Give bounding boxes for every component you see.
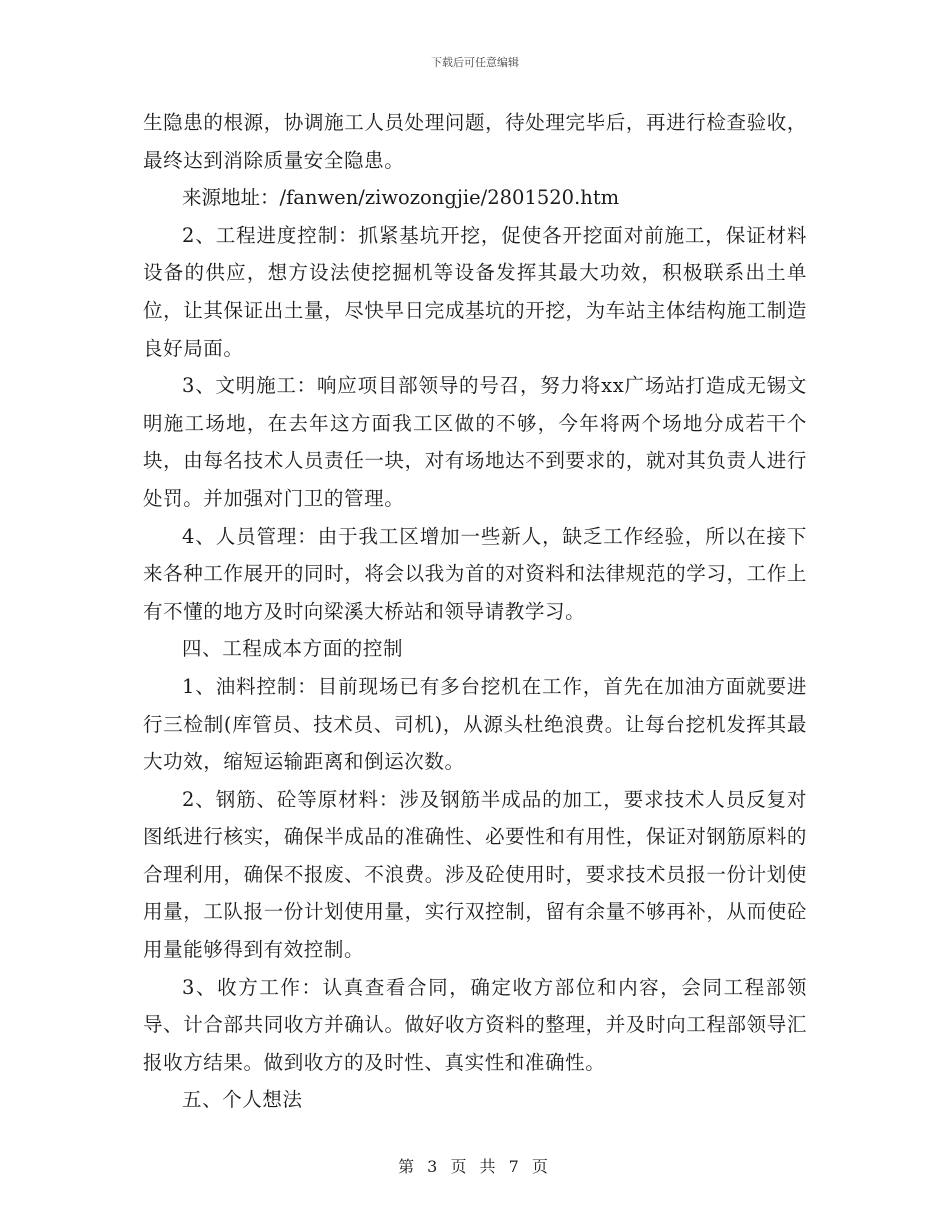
header-note: 下载后可任意编辑 <box>431 56 519 69</box>
paragraph-fuel-control: 1、油料控制：目前现场已有多台挖机在工作，首先在加油方面就要进行三检制(库管员、技术员、司机)，从源头杜绝浪费。让每台挖机发挥其最大功效，缩短运输距离和倒运次数。 <box>143 674 807 774</box>
paragraph-continuation: 生隐患的根源，协调施工人员处理问题，待处理完毕后，再进行检查验收，最终达到消除质量安全隐患。 <box>143 111 807 172</box>
paragraph-civilized-construction: 3、文明施工：响应项目部领导的号召，努力将xx广场站打造成无锡文明施工场地，在去年这方面我工区做的不够，今年将两个场地分成若干个块，由每名技术人员责任一块，对有场地达不到要求的，就对其负责人进行处罚。并加强对门卫的管理。 <box>143 374 807 510</box>
paragraph-personnel-management: 4、人员管理：由于我工区增加一些新人，缺乏工作经验，所以在接下来各种工作展开的同时，将会以我为首的对资料和法律规范的学习，工作上有不懂的地方及时向梁溪大桥站和领导请教学习。 <box>143 524 807 623</box>
section-heading-personal-thoughts: 五、个人想法 <box>182 1088 303 1112</box>
paragraph-source-url: 来源地址：/fanwen/ziwozongjie/2801520.htm <box>182 186 620 210</box>
paragraph-raw-materials: 2、钢筋、砼等原材料：涉及钢筋半成品的加工，要求技术人员反复对图纸进行核实，确保半成品的准确性、必要性和有用性，保证对钢筋原料的合理利用，确保不报废、不浪费。涉及砼使用时，要求技术员报一份计划使用量，工队报一份计划使用量，实行双控制，留有余量不够再补，从而使砼用量能够得到有效控制。 <box>143 787 807 962</box>
document-body <box>143 104 807 1119</box>
paragraph-acceptance-work: 3、收方工作：认真查看合同，确定收方部位和内容，会同工程部领导、计合部共同收方并确认。做好收方资料的整理，并及时向工程部领导汇报收方结果。做到收方的及时性、真实性和准确性。 <box>143 975 807 1074</box>
paragraph-progress-control: 2、工程进度控制：抓紧基坑开挖，促使各开挖面对前施工，保证材料设备的供应，想方设法使挖掘机等设备发挥其最大功效，积极联系出土单位，让其保证出土量，尽快早日完成基坑的开挖，为车站主体结构施工制造良好局面。 <box>143 223 807 360</box>
section-heading-cost-control: 四、工程成本方面的控制 <box>182 637 404 661</box>
page-number-footer: 第 3 页 共 7 页 <box>398 1157 552 1176</box>
